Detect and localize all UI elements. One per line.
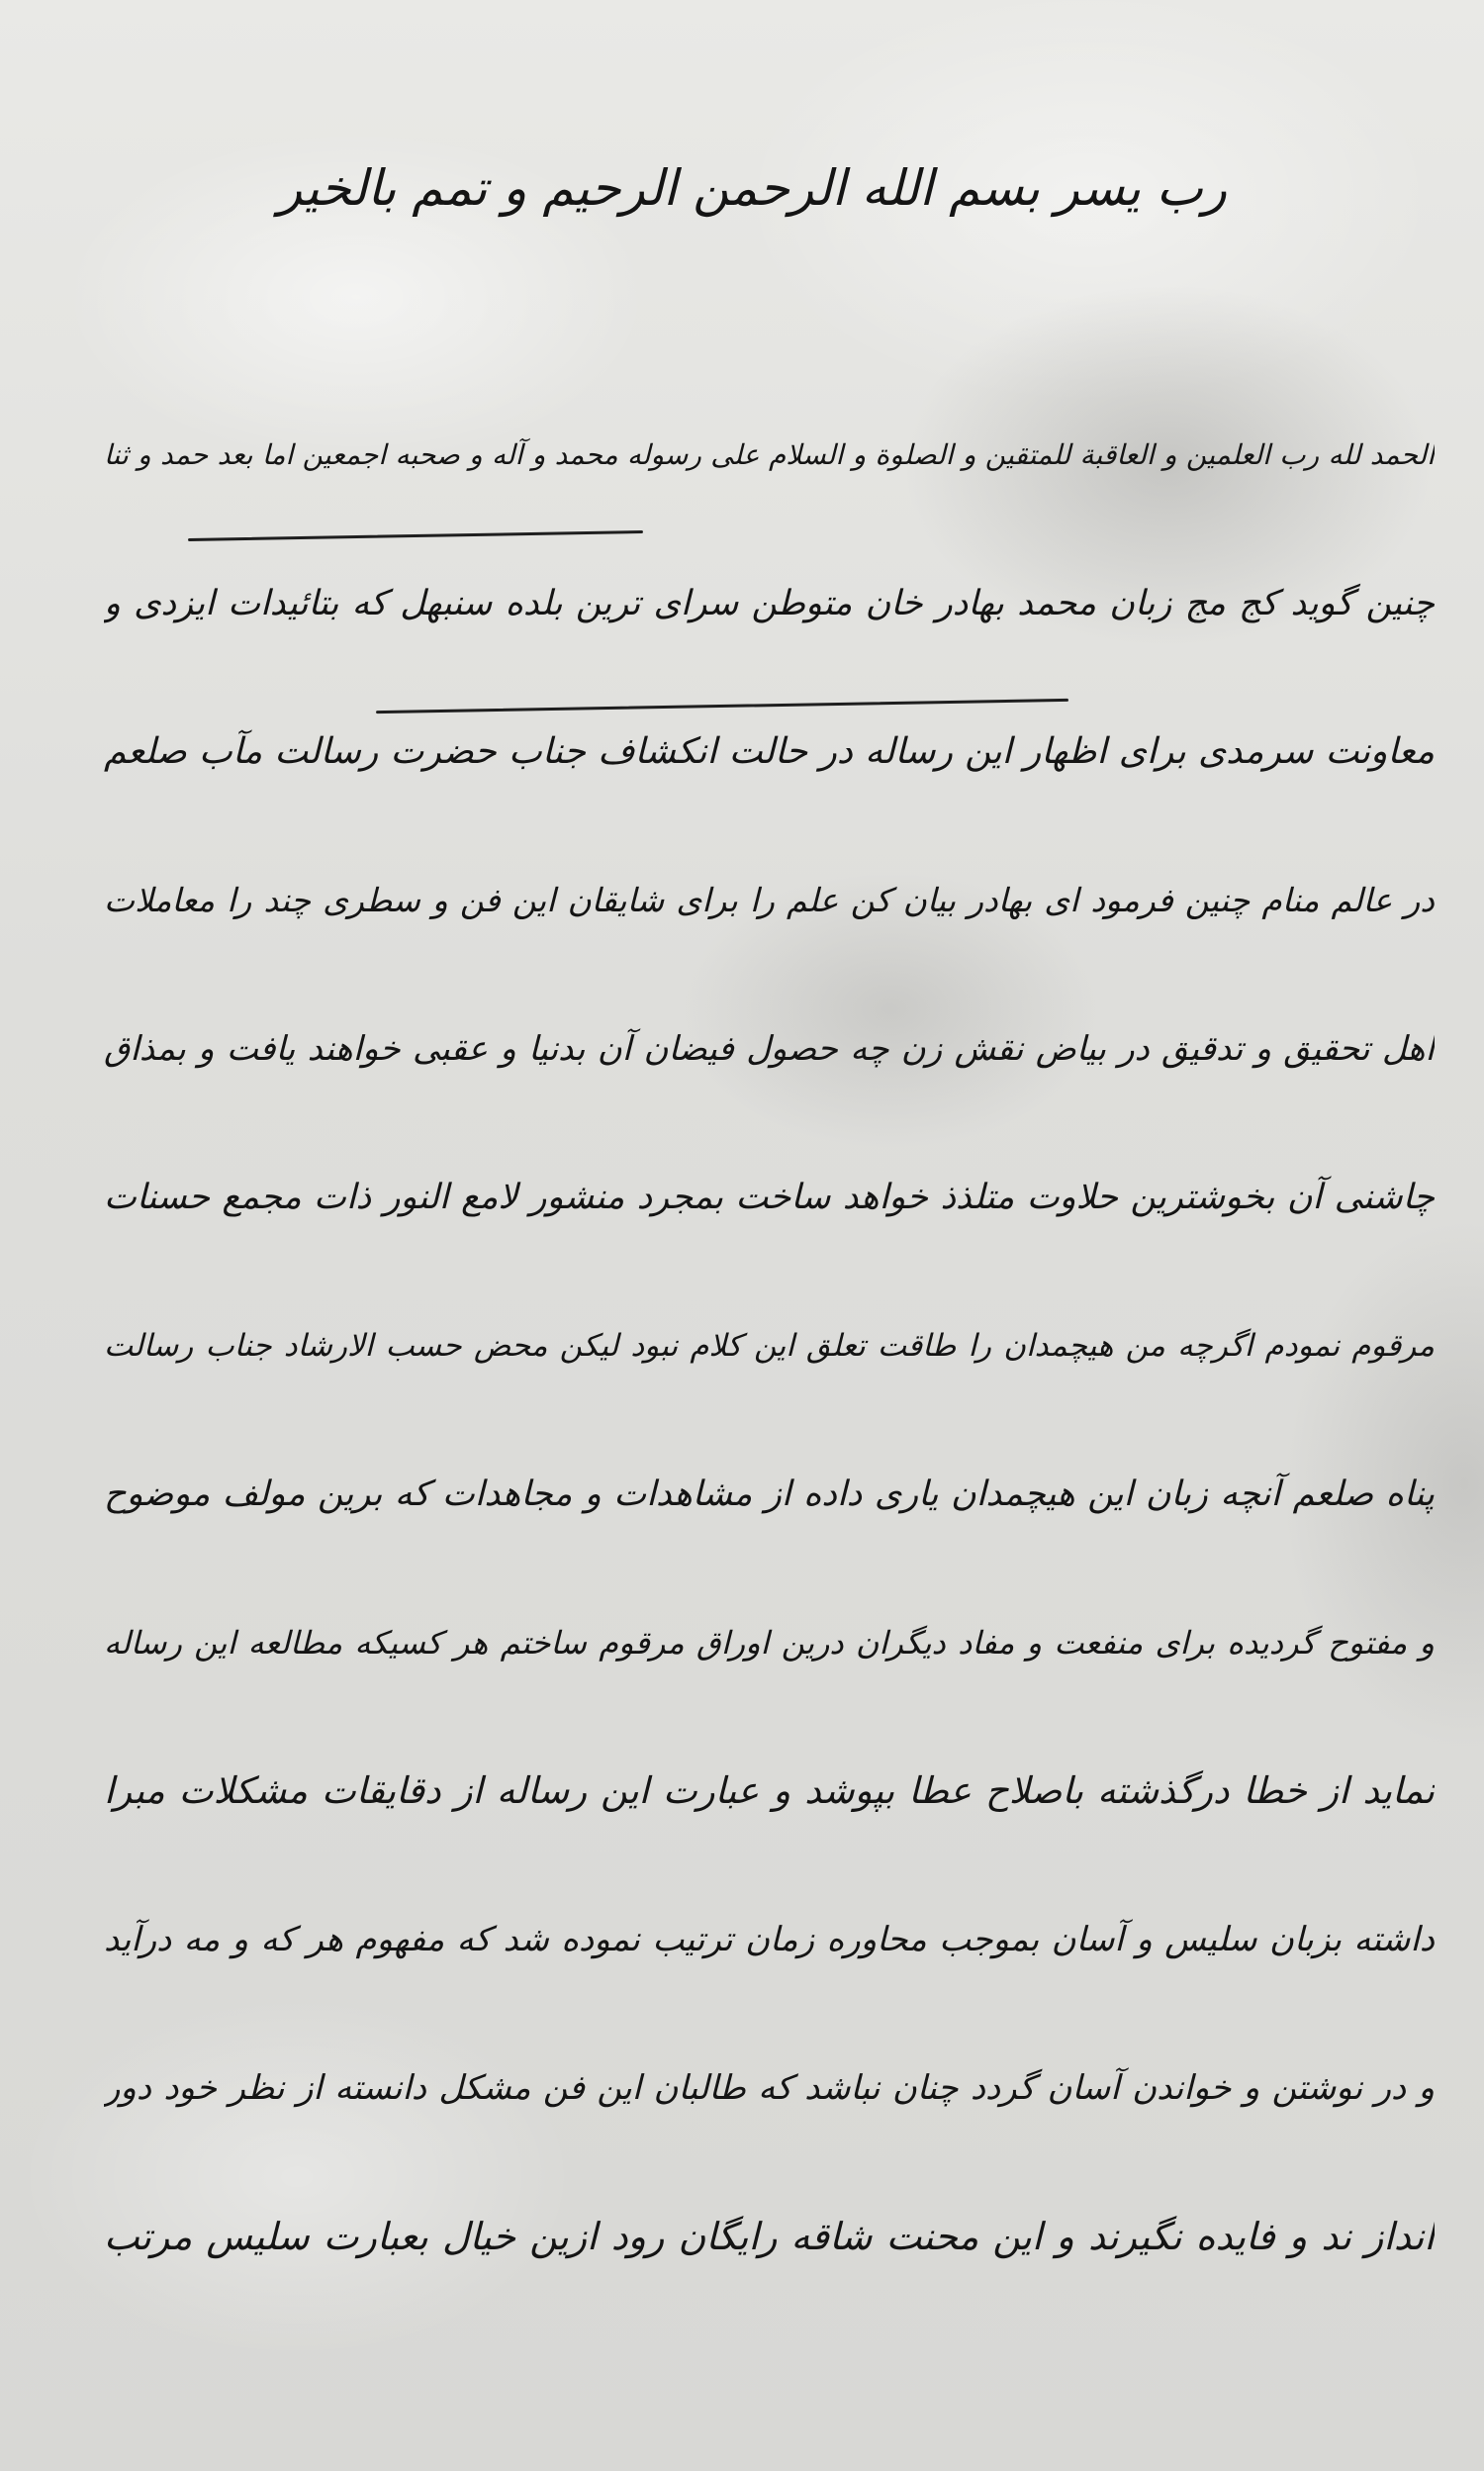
manuscript-line: نماید از خطا درگذشته باصلاح عطا بپوشد و عبارت این رساله از دقایقات مشکلات مبرا (104, 1769, 1435, 1812)
manuscript-line: انداز ند و فایده نگیرند و این محنت شاقه رایگان رود ازین خیال بعبارت سلیس مرتب (104, 2215, 1435, 2258)
manuscript-line: و در نوشتن و خواندن آسان گردد چنان نباشد که طالبان این فن مشکل دانسته از نظر خود دور (104, 2068, 1435, 2108)
manuscript-line: معاونت سرمدی برای اظهار این رساله در حالت انکشاف جناب حضرت رسالت مآب صلعم (104, 731, 1435, 772)
invocation-heading: رب یسر بسم الله الرحمن الرحیم و تمم بالخیر (278, 159, 1227, 217)
manuscript-line: چنین گوید کج مج زبان محمد بهادر خان متوطن سرای ترین بلده سنبهل که بتائیدات ایزدی و (104, 584, 1435, 623)
manuscript-line: در عالم منام چنین فرمود ای بهادر بیان کن علم را برای شایقان این فن و سطری چند را معاملات (104, 881, 1435, 919)
manuscript-line: الحمد لله رب العلمین و العاقبة للمتقین و الصلوة و السلام علی رسوله محمد و آله و صحبه اجمعین اما بعد حمد و ثنا (104, 438, 1435, 471)
manuscript-line: داشته بزبان سلیس و آسان بموجب محاوره زمان ترتیب نموده شد که مفهوم هر که و مه درآید (104, 1920, 1435, 1959)
manuscript-text-body (104, 396, 1435, 2326)
manuscript-line: چاشنی آن بخوشترین حلاوت متلذذ خواهد ساخت بمجرد منشور لامع النور ذات مجمع حسنات (104, 1178, 1435, 1217)
manuscript-line: پناه صلعم آنچه زبان این هیچمدان یاری داده از مشاهدات و مجاهدات که برین مولف موضوح (104, 1474, 1435, 1514)
manuscript-line: مرقوم نمودم اگرچه من هیچمدان را طاقت تعلق این کلام نبود لیکن محض حسب الارشاد جناب رسالت (104, 1328, 1435, 1364)
manuscript-line: و مفتوح گردیده برای منفعت و مفاد دیگران درین اوراق مرقوم ساختم هر کسیکه مطالعه این رساله (104, 1624, 1435, 1662)
manuscript-line: اهل تحقیق و تدقیق در بیاض نقش زن چه حصول فیضان آن بدنیا و عقبی خواهند یافت و بمذاق (104, 1029, 1435, 1069)
